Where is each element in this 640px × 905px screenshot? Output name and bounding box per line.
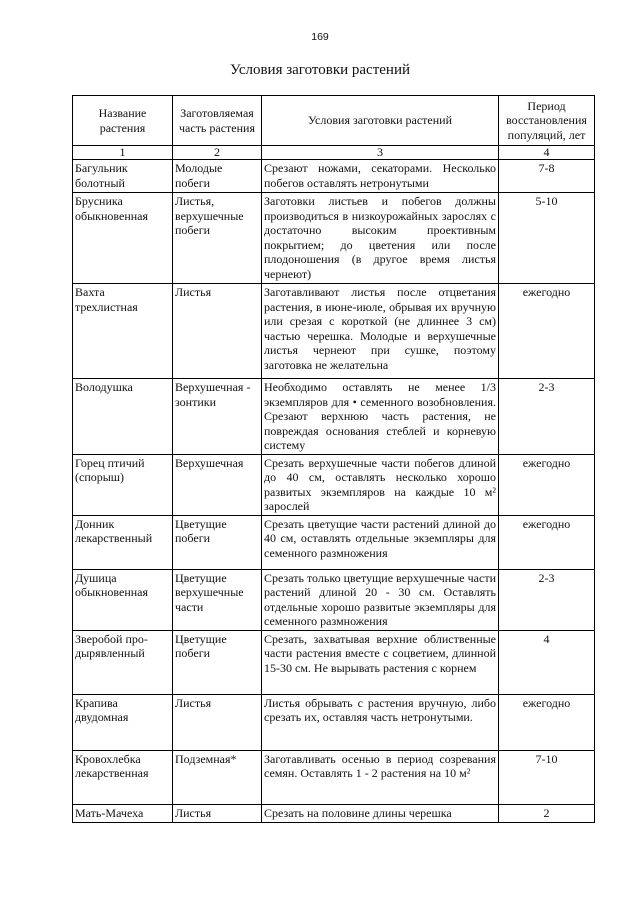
column-number-row <box>73 146 595 160</box>
table-row <box>73 454 595 515</box>
header-conditions: Условия заготовки растений <box>262 96 499 146</box>
plant-name: Донник лекарственный <box>73 515 173 569</box>
harvest-conditions: Заготавливают листья после отцветания растения, в июне-июле, обрывая их вручную или срезая с короткой (не длиннее 3 см) частью черешка. Молодые и верхушечные листья чернеют при сушке, поэтому заготовка не желательна <box>262 284 499 379</box>
column-number: 3 <box>262 146 499 160</box>
plant-name: Мать-Мачеха <box>73 804 173 822</box>
harvest-conditions: Срезать верхушечные части побегов длиной до 40 см, оставлять несколько хорошо развитых экземпляров на каждые 10 м² зарослей <box>262 454 499 515</box>
harvested-part: Молодые побеги <box>173 160 262 193</box>
harvest-conditions: Заготовки листьев и побегов должны производиться в низкоурожайных зарослях с достаточно высоким проективным покрытием; до цветения или после плодоношения (в другое время листья чернеют) <box>262 193 499 284</box>
harvest-conditions-table <box>72 95 595 823</box>
plant-name: Кровохлебка лекарственная <box>73 750 173 804</box>
plant-name: Вахта трехлистная <box>73 284 173 379</box>
plant-name: Володушка <box>73 379 173 455</box>
plant-name: Душица обыкновенная <box>73 569 173 630</box>
harvested-part: Листья <box>173 694 262 750</box>
header-harvested-part: Заготовляемая часть растения <box>173 96 262 146</box>
harvested-part: Листья, верхушечные побеги <box>173 193 262 284</box>
plant-name: Горец птичий (спорыш) <box>73 454 173 515</box>
page-title: Условия заготовки растений <box>230 62 410 78</box>
harvested-part: Листья <box>173 284 262 379</box>
table-row <box>73 515 595 569</box>
harvest-conditions: Срезать, захватывая верхние облиственные части растения вместе с соцветием, длинной 15-30 см. Не вырывать растения с корнем <box>262 630 499 694</box>
harvested-part: Верхушечная <box>173 454 262 515</box>
table-row <box>73 569 595 630</box>
plant-name: Крапива двудомная <box>73 694 173 750</box>
recovery-period: 7-10 <box>499 750 595 804</box>
recovery-period: ежегодно <box>499 454 595 515</box>
harvested-part: Цветущие побеги <box>173 630 262 694</box>
table-header-row <box>73 96 595 146</box>
table-row <box>73 750 595 804</box>
header-recovery-period: Период восстановления популяций, лет <box>499 96 595 146</box>
plant-name: Зверобой про-дырявленный <box>73 630 173 694</box>
plant-name: Багульник болотный <box>73 160 173 193</box>
recovery-period: 2-3 <box>499 569 595 630</box>
recovery-period: ежегодно <box>499 515 595 569</box>
recovery-period: 4 <box>499 630 595 694</box>
plant-name: Брусника обыкновенная <box>73 193 173 284</box>
recovery-period: 2 <box>499 804 595 822</box>
harvest-conditions: Срезают ножами, секаторами. Несколько побегов оставлять нетронутыми <box>262 160 499 193</box>
harvest-conditions: Заготавливать осенью в период созревания семян. Оставлять 1 - 2 растения на 10 м² <box>262 750 499 804</box>
harvest-conditions: Срезать на половине длины черешка <box>262 804 499 822</box>
harvest-conditions: Необходимо оставлять не менее 1/3 экземпляров для • семенного возобновления. Срезают верхнюю часть растения, не повреждая основания стеблей и корневую систему <box>262 379 499 455</box>
recovery-period: ежегодно <box>499 284 595 379</box>
harvested-part: Цветущие побеги <box>173 515 262 569</box>
harvest-conditions: Листья обрывать с растения вручную, либо срезать их, оставляя часть нетронутыми. <box>262 694 499 750</box>
harvested-part: Листья <box>173 804 262 822</box>
harvest-conditions: Срезать цветущие части растений длиной до 40 см, оставлять отдельные экземпляры для семенного размножения <box>262 515 499 569</box>
recovery-period: 5-10 <box>499 193 595 284</box>
table-row <box>73 694 595 750</box>
harvested-part: Верхушечная - зонтики <box>173 379 262 455</box>
recovery-period: ежегодно <box>499 694 595 750</box>
table-row <box>73 284 595 379</box>
harvest-conditions: Срезать только цветущие верхушечные части растений длиной 20 - 30 см. Оставлять отдельные хорошо развитые экземпляры для семенного размножения <box>262 569 499 630</box>
table-row <box>73 379 595 455</box>
table-row <box>73 804 595 822</box>
harvested-part: Цветущие верхушечные части <box>173 569 262 630</box>
harvested-part: Подземная* <box>173 750 262 804</box>
column-number: 2 <box>173 146 262 160</box>
recovery-period: 7-8 <box>499 160 595 193</box>
column-number: 1 <box>73 146 173 160</box>
table-row <box>73 630 595 694</box>
header-plant-name: Название растения <box>73 96 173 146</box>
column-number: 4 <box>499 146 595 160</box>
recovery-period: 2-3 <box>499 379 595 455</box>
table-row <box>73 160 595 193</box>
page-number: 169 <box>311 31 329 43</box>
table-row <box>73 193 595 284</box>
